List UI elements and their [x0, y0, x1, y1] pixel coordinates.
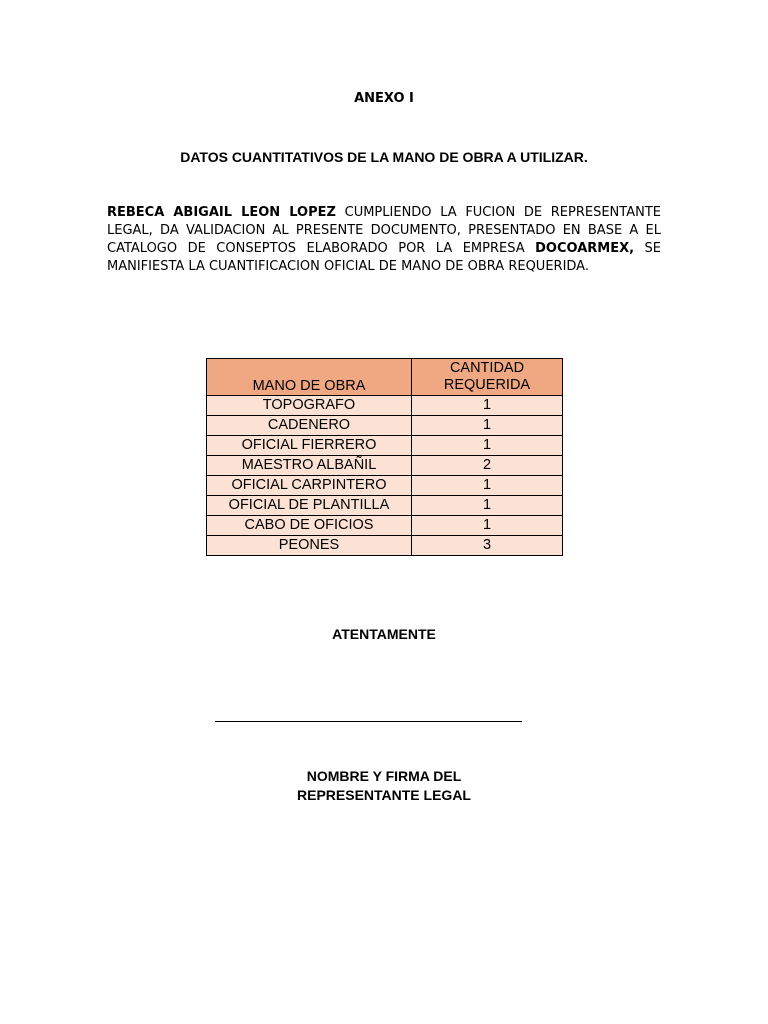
company-name: DOCOARMEX, — [535, 241, 635, 256]
role-cell: PEONES — [207, 536, 412, 556]
qty-cell: 1 — [412, 476, 563, 496]
signature-caption-line-1: NOMBRE Y FIRMA DEL — [306, 768, 462, 784]
qty-cell: 1 — [412, 416, 563, 436]
role-cell: OFICIAL DE PLANTILLA — [207, 496, 412, 516]
qty-cell: 2 — [412, 456, 563, 476]
table-header-row — [207, 359, 563, 396]
role-cell: CABO DE OFICIOS — [207, 516, 412, 536]
qty-cell: 1 — [412, 496, 563, 516]
qty-cell: 1 — [412, 516, 563, 536]
table-row — [207, 456, 563, 476]
role-cell: CADENERO — [207, 416, 412, 436]
table-row — [207, 536, 563, 556]
signature-caption-line-2: REPRESENTANTE LEGAL — [297, 787, 471, 803]
intro-text-2: SE MANIFIESTA LA CUANTIFICACION OFICIAL DE MANO DE OBRA REQUERIDA. — [107, 241, 661, 274]
qty-cell: 3 — [412, 536, 563, 556]
role-cell: OFICIAL CARPINTERO — [207, 476, 412, 496]
table-row — [207, 416, 563, 436]
table-row — [207, 516, 563, 536]
role-cell: MAESTRO ALBAÑIL — [207, 456, 412, 476]
labor-table — [206, 358, 563, 556]
signature-caption — [0, 767, 768, 805]
signature-line — [215, 721, 522, 722]
role-cell: TOPOGRAFO — [207, 396, 412, 416]
intro-text-1: CUMPLIENDO LA FUCION DE REPRESENTANTE LEGAL, DA VALIDACION AL PRESENTE DOCUMENTO, PRESENTADO EN BASE A EL CATALOGO DE CONSEPTOS ELABORADO POR LA EMPRESA — [107, 205, 661, 256]
header-quantity: CANTIDAD REQUERIDA — [412, 359, 563, 396]
representative-name: REBECA ABIGAIL LEON LOPEZ — [107, 205, 336, 220]
table-row — [207, 496, 563, 516]
closing-text: ATENTAMENTE — [332, 626, 436, 642]
qty-cell: 1 — [412, 396, 563, 416]
header-labor: MANO DE OBRA — [207, 359, 412, 396]
intro-paragraph — [107, 204, 661, 276]
table-row — [207, 476, 563, 496]
qty-cell: 1 — [412, 436, 563, 456]
table-row — [207, 436, 563, 456]
table-row — [207, 396, 563, 416]
role-cell: OFICIAL FIERRERO — [207, 436, 412, 456]
annex-title: ANEXO I — [354, 91, 414, 106]
document-subtitle: DATOS CUANTITATIVOS DE LA MANO DE OBRA A UTILIZAR. — [180, 149, 588, 165]
